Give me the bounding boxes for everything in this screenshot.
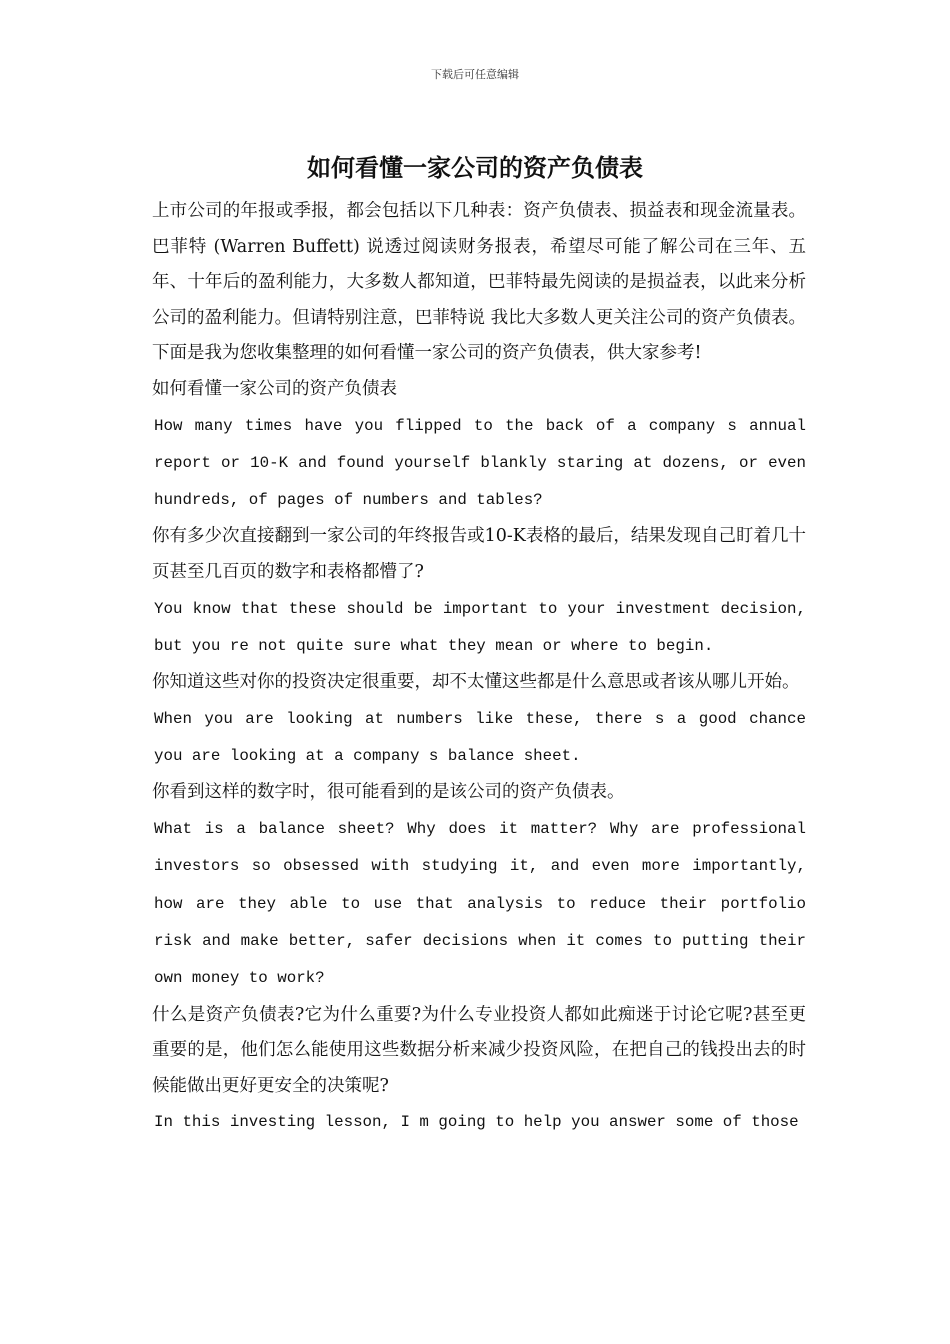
paragraph-zh-4: 什么是资产负债表?它为什么重要?为什么专业投资人都如此痴迷于讨论它呢?甚至更重要的是，他们怎么能使用这些数据分析来减少投资风险，在把自己的钱投出去的时候能做出更好更安全的决策呢? xyxy=(152,1004,806,1096)
paragraph-intro: 上市公司的年报或季报，都会包括以下几种表：资产负债表、损益表和现金流量表。巴菲特 (Warren Buffett) 说透过阅读财务报表，希望尽可能了解公司在三年、五年、十年后的盈利能力，大多数人都知道，巴菲特最先阅读的是损益表，以此来分析公司的盈利能力。但请特别注意，巴菲特说 我比大多数人更关注公司的资产负债表。 下面是我为您收集整理的如何看懂一家公司的资产负债表，供大家参考! xyxy=(152,201,806,364)
paragraph-en-5: In this investing lesson, I m going to help you answer some of those xyxy=(154,1113,799,1132)
paragraph-zh-3: 你看到这样的数字时，很可能看到的是该公司的资产负债表。 xyxy=(152,782,625,803)
paragraph-en-2: You know that these should be important to your investment decision, but you re not quite sure what they mean or where to begin. xyxy=(154,599,806,655)
paragraph-en-1: How many times have you flipped to the back of a company s annual report or 10-K and found yourself blankly staring at dozens, or even hundreds, of pages of numbers and tables? xyxy=(154,416,806,510)
section-subtitle: 如何看懂一家公司的资产负债表 xyxy=(152,378,397,399)
paragraph-en-4: What is a balance sheet? Why does it matter? Why are professional investors so obsessed with studying it, and even more importantly, how are they able to use that analysis to reduce their portfolio risk and make better, safer decisions when it comes to putting their own money to work? xyxy=(154,820,806,988)
header-note: 下载后可任意编辑 xyxy=(431,68,519,81)
document-body xyxy=(144,194,806,1142)
page-title: 如何看懂一家公司的资产负债表 xyxy=(307,153,643,182)
paragraph-zh-1: 你有多少次直接翻到一家公司的年终报告或10-K表格的最后，结果发现自己盯着几十页甚至几百页的数字和表格都懵了? xyxy=(152,526,806,583)
paragraph-zh-2: 你知道这些对你的投资决定很重要，却不太懂这些都是什么意思或者该从哪儿开始。 xyxy=(152,672,800,693)
paragraph-en-3: When you are looking at numbers like these, there s a good chance you are looking at a company s balance sheet. xyxy=(154,709,806,766)
